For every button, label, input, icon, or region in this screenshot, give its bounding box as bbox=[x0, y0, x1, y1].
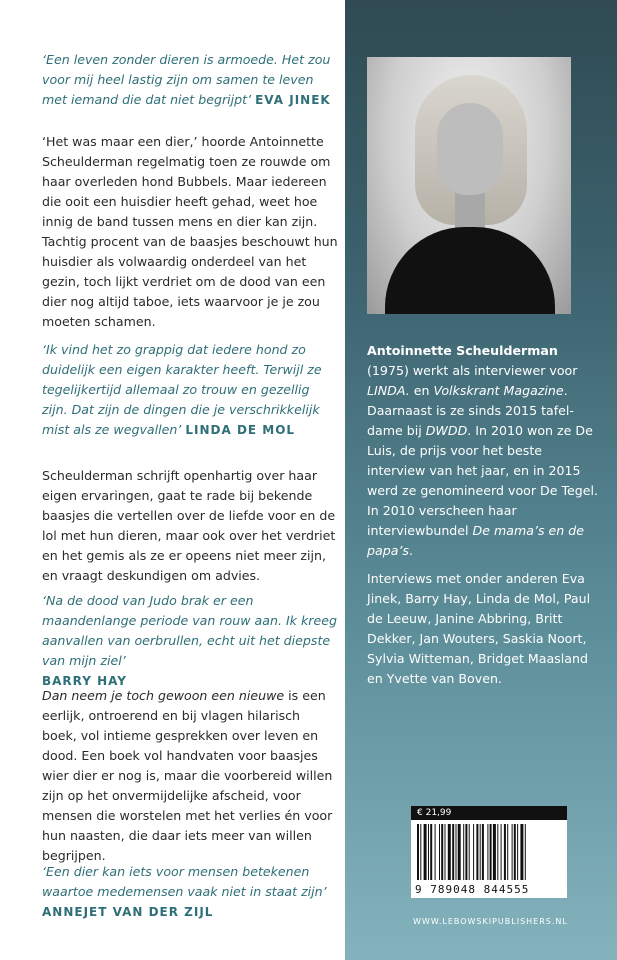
book-summary-paragraph: Dan neem je toch gewoon een nieuwe is een eerlijk, ontroerend en bij vlagen hilarisch boek, vol intieme gesprekken over leven en dood. Een boek vol handvaten voor baasjes wier dier er nog is, maar die voorbereid willen zijn op het onvermijdelijke afscheid, voor mensen die worstelen met het verlies én voor hun naasten, die daar iets meer van willen begrijpen. bbox=[42, 688, 333, 863]
intro-paragraph: ‘Het was maar een dier,’ hoorde Antoinnette Scheulderman regelmatig toen ze rouwde om haar overleden hond Bubbels. Maar iedereen die ooit een huisdier heeft gehad, weet hoe innig de band tussen mens en dier kan zijn. Tachtig procent van de baasjes beschouwt hun huisdier als volwaardig onderdeel van het gezin, toch lijkt verdriet om de dood van een dier nog altijd taboe, iets waarvoor je je zou moeten schamen. bbox=[42, 134, 338, 329]
barcode-bars bbox=[411, 820, 567, 898]
author-bio: Antoinnette Scheulderman (1975) werkt als interviewer voor LINDA. en Volkskrant Magazine. Daarnaast is ze sinds 2015 tafel-dame bij DWDD. In 2010 won ze De Luis, de prijs voor het beste interview van het jaar, en in 2015 werd ze genomineerd voor De Tegel. In 2010 verscheen haar interviewbundel De mama’s en de papa’s. bbox=[367, 343, 599, 558]
author-name: Antoinnette Scheulderman bbox=[367, 343, 558, 358]
quote-author: ANNEJET VAN DER ZIJL bbox=[42, 905, 214, 919]
author-photo bbox=[367, 57, 571, 314]
photo-face-shape bbox=[437, 103, 503, 195]
quote-eva-jinek: ‘Een leven zonder dieren is armoede. Het zou voor mij heel lastig zijn om samen te leven met iemand die dat niet begrijpt’ EVA JINEK bbox=[42, 52, 331, 107]
quote-author: BARRY HAY bbox=[42, 674, 127, 688]
quote-linda-de-mol: ‘Ik vind het zo grappig dat iedere hond zo duidelijk een eigen karakter heeft. Terwijl ze tegelijkertijd allemaal zo trouw en gezellig zijn. Dat zijn de dingen die je verschrikkelijk mist als ze wegvallen’ LINDA DE MOL bbox=[42, 342, 322, 437]
author-panel bbox=[345, 0, 617, 960]
quote-annejet-van-der-zijl: ‘Een dier kan iets voor mensen betekenen waartoe medemensen vaak niet in staat zijn’ ANNEJET VAN DER ZIJL bbox=[42, 862, 338, 922]
barcode-lines-graphic bbox=[417, 824, 561, 880]
isbn-number: 9 789048 844555 bbox=[415, 883, 530, 896]
price-label: € 21,99 bbox=[411, 806, 567, 820]
quote-barry-hay: ‘Na de dood van Judo brak er een maandenlange periode van rouw aan. Ik kreeg aanvallen van oerbrullen, echt uit het diepste van mijn ziel’ BARRY HAY bbox=[42, 591, 338, 691]
publisher-url: WWW.LEBOWSKIPUBLISHERS.NL bbox=[413, 917, 568, 926]
photo-body-shape bbox=[385, 227, 555, 314]
description-paragraph: Scheulderman schrijft openhartig over haar eigen ervaringen, gaat te rade bij bekende baasjes die vertellen over de liefde voor en de lol met hun dieren, maar ook over het verdriet en het gemis als ze er opeens niet meer zijn, en vraagt deskundigen om advies. bbox=[42, 468, 336, 583]
book-title: Dan neem je toch gewoon een nieuwe bbox=[42, 688, 285, 703]
interviews-list: Interviews met onder anderen Eva Jinek, Barry Hay, Linda de Mol, Paul de Leeuw, Janine Abbring, Britt Dekker, Jan Wouters, Saskia Noort, Sylvia Witteman, Bridget Maasland en Yvette van Boven. bbox=[367, 571, 591, 686]
quote-author: LINDA DE MOL bbox=[185, 423, 296, 437]
quote-author: EVA JINEK bbox=[255, 93, 331, 107]
barcode bbox=[411, 806, 567, 898]
